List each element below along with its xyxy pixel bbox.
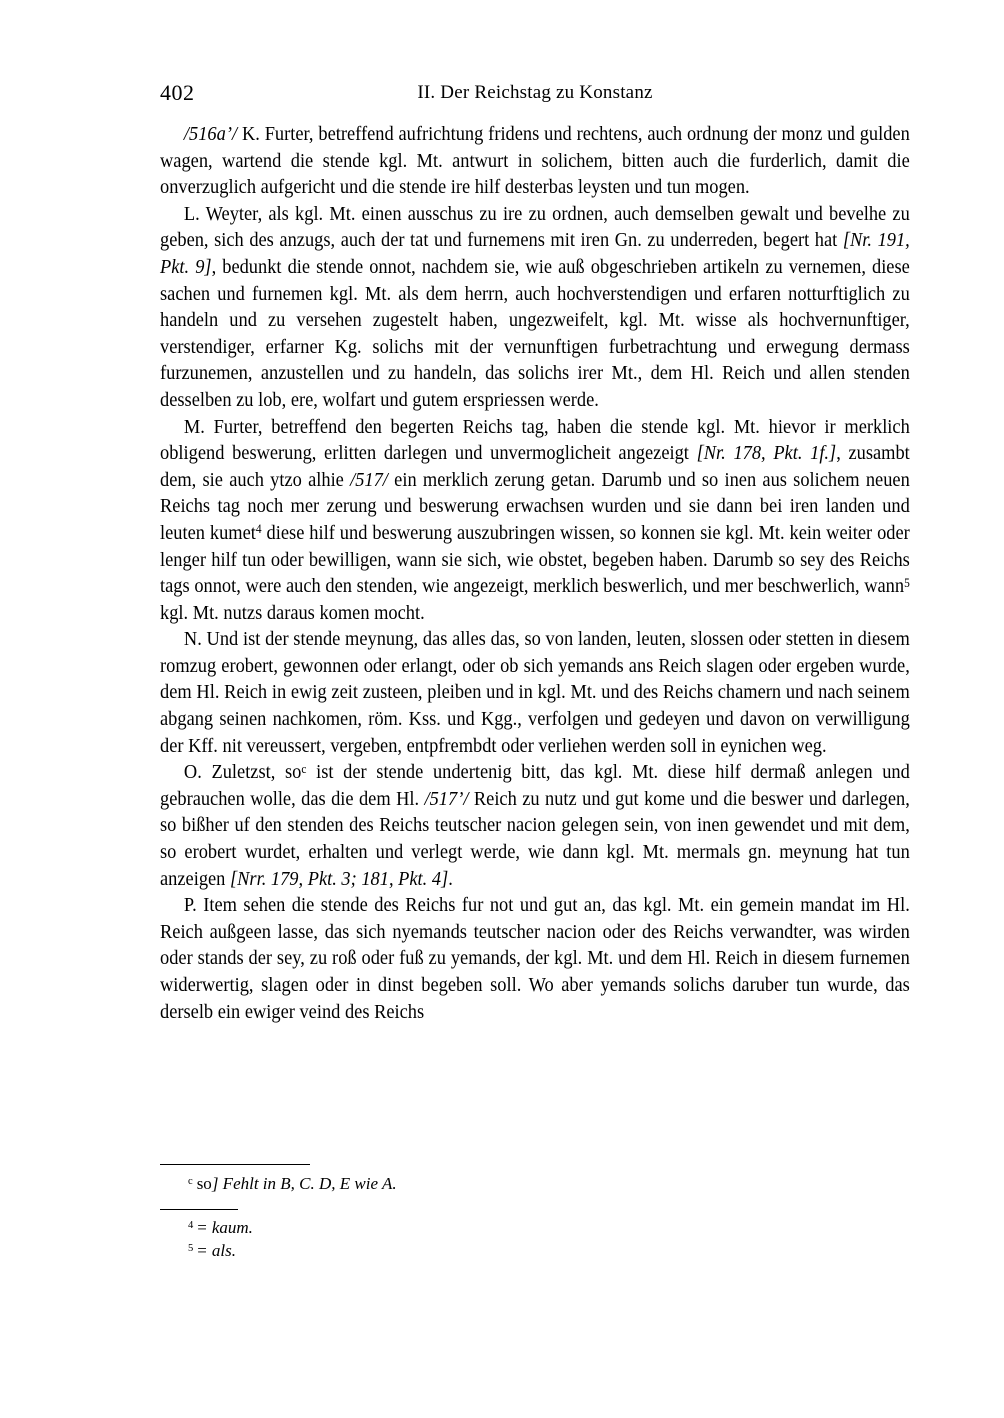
main-text (160, 121, 910, 1025)
footnote-equals: = (197, 1218, 207, 1237)
text-segment: O. Zuletzst, so (183, 761, 302, 784)
text-segment: 4 (255, 522, 262, 537)
text-segment: kgl. Mt. nutzs daraus komen mocht. (160, 601, 425, 624)
paragraph-K (160, 121, 910, 201)
paragraph-O (160, 759, 910, 892)
running-title: II. Der Reichstag zu Konstanz (417, 82, 653, 103)
footnote-equals: = (197, 1241, 207, 1260)
paragraph-P (160, 892, 910, 1025)
text-segment: 5 (904, 575, 910, 590)
text-segment: L. Weyter, als kgl. Mt. einen ausschus zu ire zu ordnen, auch demselben gewalt und bevelhe zu geben, sich des anzugs, auch der tat und furnemens mit iren Gn. zu underreden, begert hat (160, 202, 910, 252)
footnote-4 (160, 1216, 910, 1239)
text-segment: K. Furter, betreffend aufrichtung fridens und rechtens, auch ordnung der monz und gulden wagen, wartend die stende kgl. Mt. antwurt in solichem, bitten auch die furderlich, damit die onverzuglich aufgericht und die stende ire hilf desterbas leysten und tun mogen. (160, 123, 910, 199)
footnote-term: kaum. (211, 1218, 253, 1237)
footnote-comment: ] Fehlt in B, C. D, E wie A. (211, 1174, 397, 1193)
text-segment: c (301, 761, 307, 776)
text-segment: , zusambt dem, sie auch ytzo alhie (160, 442, 910, 491)
text-segment: , bedunkt die stende onnot, nachdem sie, wie auß obgeschrieben artikeln zu vernemen, diese sachen und furnemen kgl. Mt. als dem herrn, auch hochverstendigen und erfaren notturftiglich zu handeln und zu versehen zugestelt haben, ungezweifelt, kgl. Mt. wisse als hochvernunftiger, verstendiger, erfarner Kg. solichs mit der vernunftigen furbetrachtung und erwegung dermass furzunemen, anzustellen und zu handeln, das solichs irer Mt., dem Hl. Reich und allen stenden desselben zu lob, ere, wolfart und gutem erspriessen werde. (160, 255, 910, 411)
footnote-marker-4: 4 (188, 1220, 194, 1232)
footnote-marker-5: 5 (188, 1243, 194, 1255)
footnotes (160, 1164, 910, 1262)
paragraph-L (160, 201, 910, 414)
footnote-variant-c (160, 1172, 910, 1195)
text-segment: [Nr. 191, Pkt. 9] (160, 229, 910, 278)
text-segment: /517’/ (424, 787, 469, 810)
footnote-term: als. (211, 1241, 236, 1260)
page-number: 402 (160, 80, 195, 105)
text-segment: ist der stende undertenig bitt, das kgl. Mt. diese hilf dermaß anlegen und gebrauchen wolle, das die dem Hl. (160, 761, 910, 810)
text-segment: [Nrr. 179, Pkt. 3; 181, Pkt. 4] (229, 867, 449, 890)
footnote-marker-c: c (188, 1176, 193, 1188)
text-segment: [Nr. 178, Pkt. 1f.] (696, 442, 837, 465)
text-segment: N. Und ist der stende meynung, das alles das, so von landen, leuten, slossen oder stetten in diesem romzug erobert, gewonnen oder erlangt, oder ob sich yemands ans Reich slagen oder ergeben wurde, dem Hl. Reich in ewig zeit zusteen, pleiben und in kgl. Mt. und des Reichs chamern und nach seinem abgang seinen nachkomen, röm. Kss. und Kgg., verfolgen und gedeyen und davon on verwilligung der Kff. nit vereussert, vergeben, entpfrembdt oder verliehen werden soll in eynichen weg. (160, 628, 910, 757)
text-segment: Reich zu nutz und gut kome und die beswer und darlegen, so bißher uf den stenden des Reichs teutscher nacion gelegen sein, von inen gewendet und mit dem, so erobert wurdet, erhalten und verlegt werde, wie dann kgl. Mt. mermals gn. meynung hat tun anzeigen (160, 787, 910, 890)
footnote-lemma: so (196, 1174, 212, 1193)
footnote-5 (160, 1239, 910, 1262)
running-head (160, 80, 910, 106)
text-segment: . (448, 867, 453, 890)
footnote-separator-numbers (160, 1209, 238, 1210)
text-segment: ein merklich zerung getan. Darumb und so inen aus solichem neuen Reichs tag noch mer zerung und beswerung erwachsen wurden und sie dann bei iren landen und leuten kumet (160, 468, 910, 544)
text-segment: P. Item sehen die stende des Reichs fur not und gut an, das kgl. Mt. ein gemein mandat im Hl. Reich außgeen lasse, das sich nyemands teutscher nacion oder des Reichs verwandter, was wirden oder stands der sey, zu roß oder fuß zu yemands, der kgl. Mt. und dem Hl. Reich in diesem furnemen widerwertig, slagen oder in dinst begeben soll. Wo aber yemands solichs daruber tun wurde, das derselb ein ewiger veind des Reichs (160, 894, 910, 1023)
text-segment: diese hilf und beswerung auszubringen wissen, so konnen sie kgl. Mt. kein weiter oder lenger hilf tun oder bewilligen, wann sie sich, wie obstet, begeben haben. Darumb so sey des Reichs tags onnot, were auch den stenden, wie angezeigt, merklich beswerlich, und mer beschwerlich, wann (160, 521, 910, 598)
paragraph-M (160, 414, 910, 627)
text-segment: /517/ (350, 468, 388, 491)
paragraph-N (160, 626, 910, 759)
text-segment: M. Furter, betreffend den begerten Reichs tag, haben die stende kgl. Mt. hievor ir merklich obligend beswerung, erlitten darlegen und unvermoglicheit angezeigt (160, 415, 910, 465)
footnote-separator-variants (160, 1164, 310, 1165)
text-segment: /516a’/ (183, 123, 238, 145)
